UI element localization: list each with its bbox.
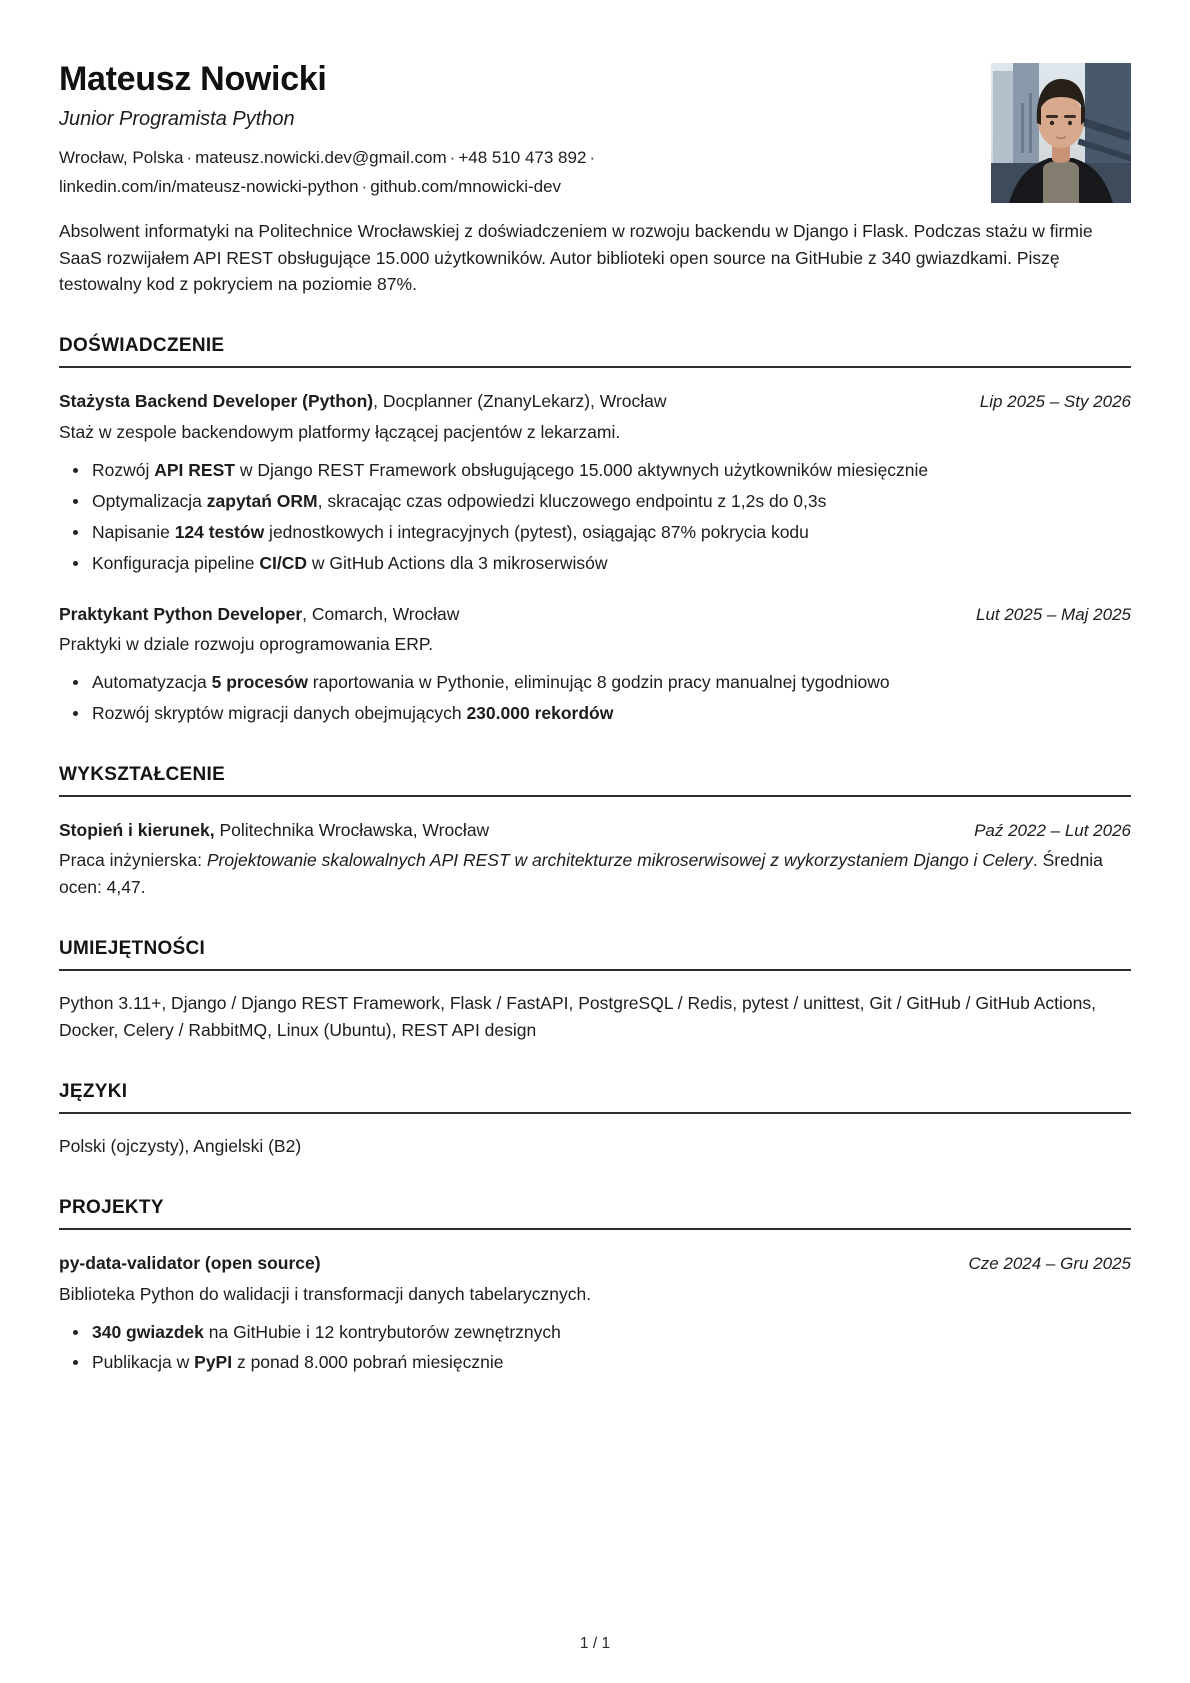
bullet-bold: zapytań ORM bbox=[206, 490, 318, 511]
bullet-item bbox=[73, 488, 1131, 515]
contact-location: Wrocław, Polska bbox=[59, 148, 184, 168]
section-heading-skills: UMIEJĘTNOŚCI bbox=[59, 938, 1131, 971]
bullet-text: w Django REST Framework obsługującego 15.000 aktywnych użytkowników miesięcznie bbox=[234, 459, 929, 480]
profile-photo bbox=[991, 63, 1131, 203]
bullet-item bbox=[73, 1349, 1131, 1376]
contact-github: github.com/mnowicki-dev bbox=[370, 177, 562, 197]
entry-title-bold: Praktykant Python Developer bbox=[59, 603, 303, 624]
section-heading-experience: DOŚWIADCZENIE bbox=[59, 335, 1131, 368]
entry-title bbox=[59, 388, 667, 414]
bullet-text: Rozwój skryptów migracji danych obejmujących bbox=[92, 702, 467, 723]
bullet-text: Rozwój bbox=[92, 459, 155, 480]
bullet-bold: PyPI bbox=[194, 1352, 233, 1373]
entry-title-rest: , Docplanner (ZnanyLekarz), Wrocław bbox=[373, 391, 667, 412]
entry-date: Cze 2024 – Gru 2025 bbox=[968, 1254, 1131, 1274]
entry-summary: Praktyki w dziale rozwoju oprogramowania ERP. bbox=[59, 634, 434, 655]
entry-header bbox=[59, 601, 1131, 628]
bullet-text: jednostkowych i integracyjnych (pytest), osiągając 87% pokrycia kodu bbox=[264, 521, 809, 542]
section-heading-education: WYKSZTAŁCENIE bbox=[59, 764, 1131, 797]
entry-header bbox=[59, 817, 1131, 844]
bullet-text: w GitHub Actions dla 3 mikroserwisów bbox=[306, 552, 608, 573]
bullet-bold: 124 testów bbox=[174, 521, 265, 542]
bullet-text: na GitHubie i 12 kontrybutorów zewnętrznych bbox=[203, 1321, 561, 1342]
thesis-pre: Praca inżynierska: bbox=[59, 850, 207, 871]
bullet-text: Optymalizacja bbox=[92, 490, 207, 511]
thesis-line bbox=[59, 847, 1131, 901]
entry-header bbox=[59, 388, 1131, 415]
contact-email: mateusz.nowicki.dev@gmail.com bbox=[195, 148, 447, 168]
contact-linkedin: linkedin.com/in/mateusz-nowicki-python bbox=[59, 177, 359, 197]
entry-header bbox=[59, 1250, 1131, 1277]
bullet-bold: 230.000 rekordów bbox=[466, 702, 614, 723]
entry-bullets bbox=[59, 669, 1131, 727]
contact-separator: · bbox=[589, 148, 596, 168]
bullet-item bbox=[73, 457, 1131, 484]
entry-date: Lip 2025 – Sty 2026 bbox=[979, 392, 1131, 412]
experience-entry bbox=[59, 388, 1131, 576]
bullet-text: Napisanie bbox=[92, 521, 175, 542]
bullet-text: raportowania w Pythonie, eliminując 8 godzin pracy manualnej tygodniowo bbox=[307, 672, 890, 692]
person-name: Mateusz Nowicki bbox=[59, 60, 327, 98]
person-title: Junior Programista Python bbox=[59, 108, 295, 131]
bullet-item bbox=[73, 519, 1131, 546]
bullet-item bbox=[73, 700, 1131, 727]
bullet-item bbox=[73, 1319, 1131, 1346]
bullet-bold: 5 procesów bbox=[211, 672, 308, 692]
entry-date: Lut 2025 – Maj 2025 bbox=[975, 604, 1131, 624]
contact-phone: +48 510 473 892 bbox=[458, 148, 587, 168]
entry-bullets bbox=[59, 457, 1131, 577]
bullet-text: Publikacja w bbox=[92, 1352, 195, 1373]
entry-title-rest: , Comarch, Wrocław bbox=[302, 603, 460, 624]
contact-separator: · bbox=[449, 148, 456, 168]
contact-info bbox=[59, 143, 919, 201]
section-heading-projects: PROJEKTY bbox=[59, 1197, 1131, 1230]
bullet-text: z ponad 8.000 pobrań miesięcznie bbox=[232, 1352, 504, 1373]
education-entry bbox=[59, 817, 1131, 901]
skills-text: Python 3.11+, Django / Django REST Framework, Flask / FastAPI, PostgreSQL / Redis, pytest / unittest, Git / GitHub / GitHub Actions, Docker, Celery / RabbitMQ, Linux (Ubuntu), REST API design bbox=[59, 993, 1096, 1041]
entry-title-bold: Stażysta Backend Developer (Python) bbox=[59, 391, 374, 412]
contact-separator: · bbox=[186, 148, 193, 168]
entry-date: Paź 2022 – Lut 2026 bbox=[974, 820, 1131, 840]
bullet-item bbox=[73, 669, 1131, 696]
languages-text: Polski (ojczysty), Angielski (B2) bbox=[59, 1136, 302, 1157]
experience-entry bbox=[59, 601, 1131, 727]
entry-title bbox=[59, 817, 489, 843]
entry-bullets bbox=[59, 1319, 1131, 1377]
project-entry bbox=[59, 1250, 1131, 1376]
thesis-title: Projektowanie skalowalnych API REST w architekturze mikroserwisowej z wykorzystaniem Django i Celery bbox=[206, 850, 1033, 871]
entry-title-rest: Politechnika Wrocławska, Wrocław bbox=[214, 819, 490, 840]
bullet-bold: 340 gwiazdek bbox=[92, 1321, 204, 1342]
thesis-post: . Średnia ocen: 4,47. bbox=[59, 850, 1103, 898]
bullet-bold: API REST bbox=[154, 459, 235, 480]
bullet-bold: CI/CD bbox=[259, 552, 307, 573]
bullet-text: Konfiguracja pipeline bbox=[92, 552, 260, 573]
entry-title bbox=[59, 601, 459, 627]
bullet-text: Automatyzacja bbox=[92, 672, 212, 692]
entry-title bbox=[59, 1250, 321, 1276]
entry-title-bold: py-data-validator (open source) bbox=[59, 1253, 321, 1274]
section-heading-languages: JĘZYKI bbox=[59, 1081, 1131, 1114]
entry-summary: Biblioteka Python do walidacji i transformacji danych tabelarycznych. bbox=[59, 1283, 592, 1304]
page-number: 1 / 1 bbox=[579, 1635, 611, 1652]
contact-separator: · bbox=[361, 177, 368, 197]
entry-title-bold: Stopień i kierunek, bbox=[59, 819, 215, 840]
entry-summary: Staż w zespole backendowym platformy łączącej pacjentów z lekarzami. bbox=[59, 421, 621, 442]
bullet-text: , skracając czas odpowiedzi kluczowego endpointu z 1,2s do 0,3s bbox=[317, 490, 827, 511]
bullet-item bbox=[73, 550, 1131, 577]
profile-summary: Absolwent informatyki na Politechnice Wrocławskiej z doświadczeniem w rozwoju backendu w Django i Flask. Podczas stażu w firmie SaaS rozwijałem API REST obsługujące 15.000 użytkowników. Autor biblioteki open source na GitHubie z 340 gwiazdkami. Piszę testowalny kod z pokryciem na poziomie 87%. bbox=[59, 220, 1093, 295]
